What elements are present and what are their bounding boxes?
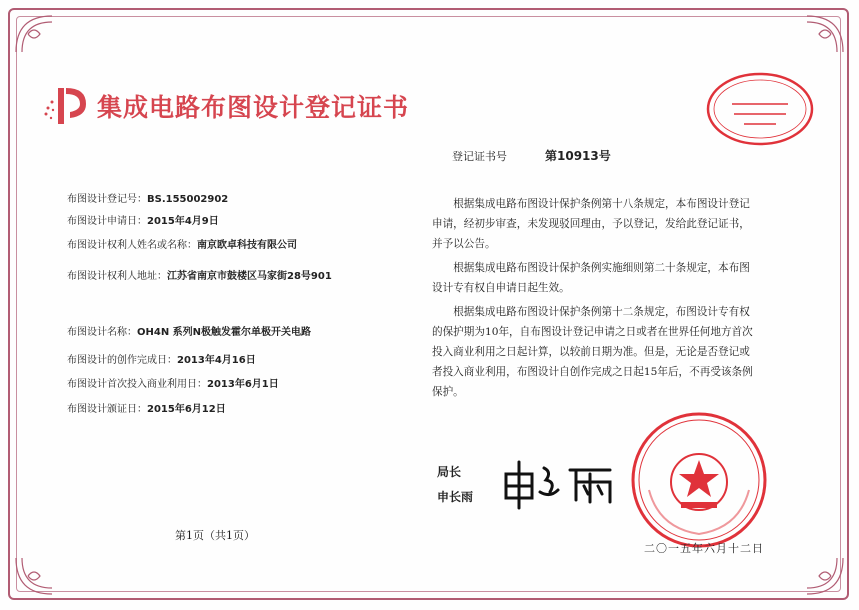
- paragraph-registration: 根据集成电路布图设计保护条例第十八条规定，本布图设计登记申请，经初步审查，未发现驳回理由，予以登记，发给此登记证书，并予以公告。: [432, 198, 750, 250]
- issue-date: 二〇一五年六月十二日: [644, 542, 764, 555]
- field-rights-holder-address: 布图设计权利人地址：江苏省南京市鼓楼区马家街28号901: [67, 271, 332, 282]
- signatory-title: 局长: [437, 465, 462, 479]
- official-seal-icon: [704, 70, 816, 148]
- field-design-name: 布图设计名称：OH4N 系列N极触发霍尔单极开关电路: [67, 327, 312, 338]
- legal-statement: [432, 194, 760, 406]
- corner-ornament-icon: [801, 552, 847, 598]
- corner-ornament-icon: [12, 552, 58, 598]
- certificate-title: 集成电路布图设计登记证书: [97, 93, 410, 122]
- field-registration-no: 布图设计登记号：BS.155002902: [67, 194, 229, 205]
- registration-number-value: 第10913号: [545, 149, 611, 163]
- field-rights-holder-name: 布图设计权利人姓名或名称：南京欧卓科技有限公司: [67, 240, 297, 251]
- national-seal-icon: [629, 410, 769, 550]
- field-first-commercial-use-date: 布图设计首次投入商业利用日：2013年6月1日: [67, 379, 279, 390]
- handwritten-signature-icon: [500, 452, 620, 512]
- corner-ornament-icon: [12, 12, 58, 58]
- field-issue-date: 布图设计颁证日：2015年6月12日: [67, 404, 226, 415]
- paragraph-protection-term: 根据集成电路布图设计保护条例第十二条规定，布图设计专有权的保护期为10年，自布图设计登记申请之日或者在世界任何地方首次投入商业利用之日起计算，以较前日期为准。但是，无论是否登记或者投入商业利用，布图设计自创作完成之日起15年后，不再受该条例保护。: [432, 306, 753, 398]
- signatory-name: 申长雨: [437, 490, 474, 504]
- sipo-logo-icon: [42, 80, 92, 130]
- registration-number-label: 登记证书号: [452, 150, 507, 163]
- paragraph-effective: 根据集成电路布图设计保护条例实施细则第二十条规定，本布图设计专有权自申请日起生效。: [432, 262, 750, 294]
- page-number: 第1页（共1页）: [175, 529, 255, 542]
- corner-ornament-icon: [801, 12, 847, 58]
- field-application-date: 布图设计申请日：2015年4月9日: [67, 216, 219, 227]
- registration-number: [452, 147, 611, 164]
- field-creation-date: 布图设计的创作完成日：2013年4月16日: [67, 355, 256, 366]
